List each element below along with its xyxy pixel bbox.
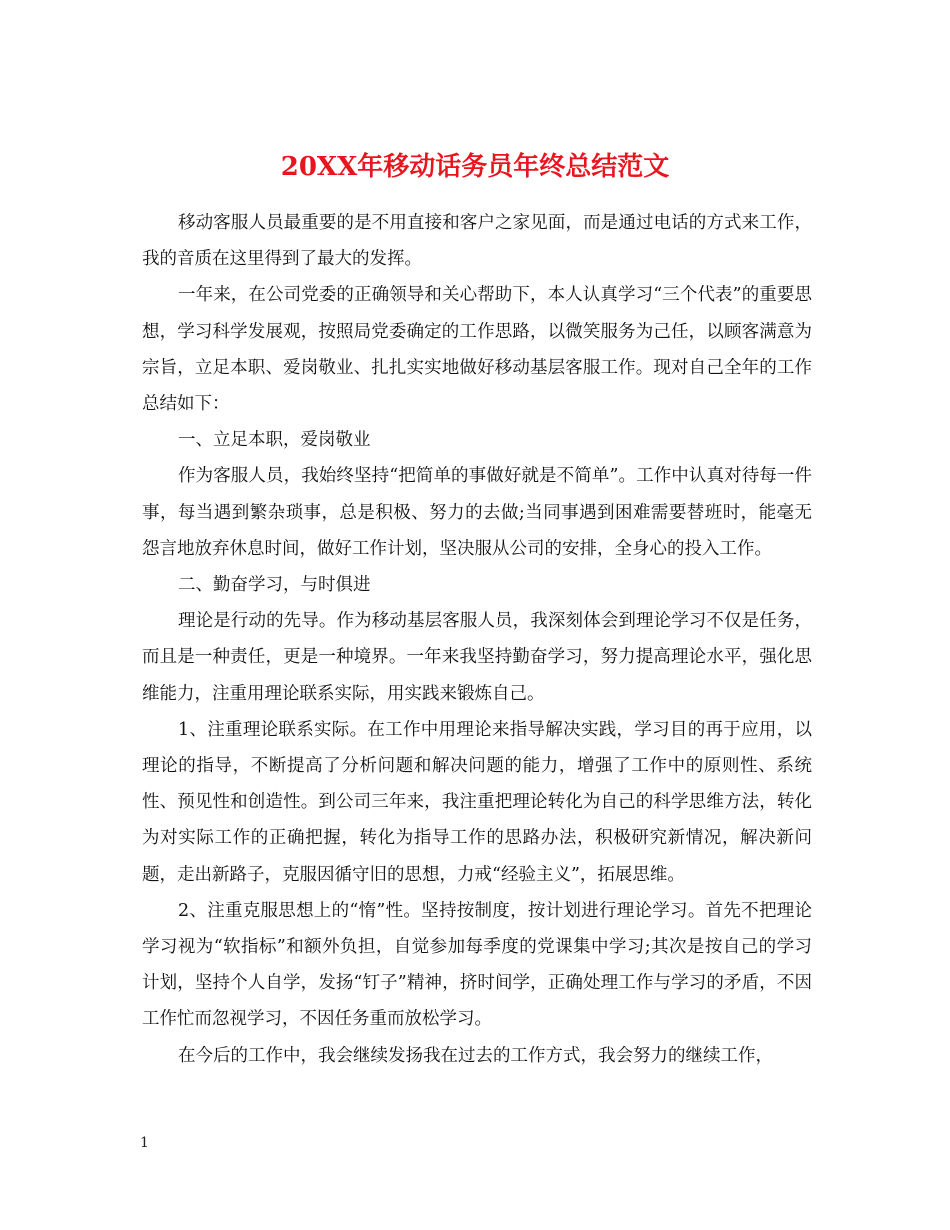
paragraph-section-2: 理论是行动的先导。作为移动基层客服人员，我深刻体会到理论学习不仅是任务，而且是一种责任，更是一种境界。一年来我坚持勤奋学习，努力提高理论水平，强化思维能力，注重用理论联系实际，用实践来锻炼自己。 bbox=[142, 611, 812, 704]
document-body bbox=[142, 205, 812, 1074]
section-heading-1: 一、立足本职，爱岗敬业 bbox=[178, 430, 371, 451]
paragraph-closing: 在今后的工作中，我会继续发扬我在过去的工作方式，我会努力的继续工作， bbox=[178, 1045, 773, 1066]
paragraph-overview: 一年来，在公司党委的正确领导和关心帮助下，本人认真学习“三个代表”的重要思想，学习科学发展观，按照局党委确定的工作思路，以微笑服务为己任，以顾客满意为宗旨，立足本职、爱岗敬业、扎扎实实地做好移动基层客服工作。现对自己全年的工作总结如下： bbox=[142, 285, 812, 415]
document-title: 20XX年移动话务员年终总结范文 bbox=[280, 152, 670, 183]
paragraph-point-2: 2、注重克服思想上的“惰”性。坚持按制度，按计划进行理论学习。首先不把理论学习视为“软指标”和额外负担，自觉参加每季度的党课集中学习;其次是按自己的学习计划，坚持个人自学，发扬“钉子”精神，挤时间学，正确处理工作与学习的矛盾，不因工作忙而忽视学习，不因任务重而放松学习。 bbox=[142, 900, 812, 1030]
paragraph-point-1: 1、注重理论联系实际。在工作中用理论来指导解决实践，学习目的再于应用，以理论的指导，不断提高了分析问题和解决问题的能力，增强了工作中的原则性、系统性、预见性和创造性。到公司三年来，我注重把理论转化为自己的科学思维方法，转化为对实际工作的正确把握，转化为指导工作的思路办法，积极研究新情况，解决新问题，走出新路子，克服因循守旧的思想，力戒“经验主义”，拓展思维。 bbox=[142, 719, 812, 885]
paragraph-section-1: 作为客服人员，我始终坚持“把简单的事做好就是不简单”。工作中认真对待每一件事，每当遇到繁杂琐事，总是积极、努力的去做;当同事遇到困难需要替班时，能毫无怨言地放弃休息时间，做好工作计划，坚决服从公司的安排，全身心的投入工作。 bbox=[142, 466, 812, 559]
page-number: 1 bbox=[140, 1135, 149, 1151]
paragraph-intro: 移动客服人员最重要的是不用直接和客户之家见面，而是通过电话的方式来工作，我的音质在这里得到了最大的发挥。 bbox=[142, 213, 812, 270]
section-heading-2: 二、勤奋学习，与时俱进 bbox=[178, 575, 371, 596]
